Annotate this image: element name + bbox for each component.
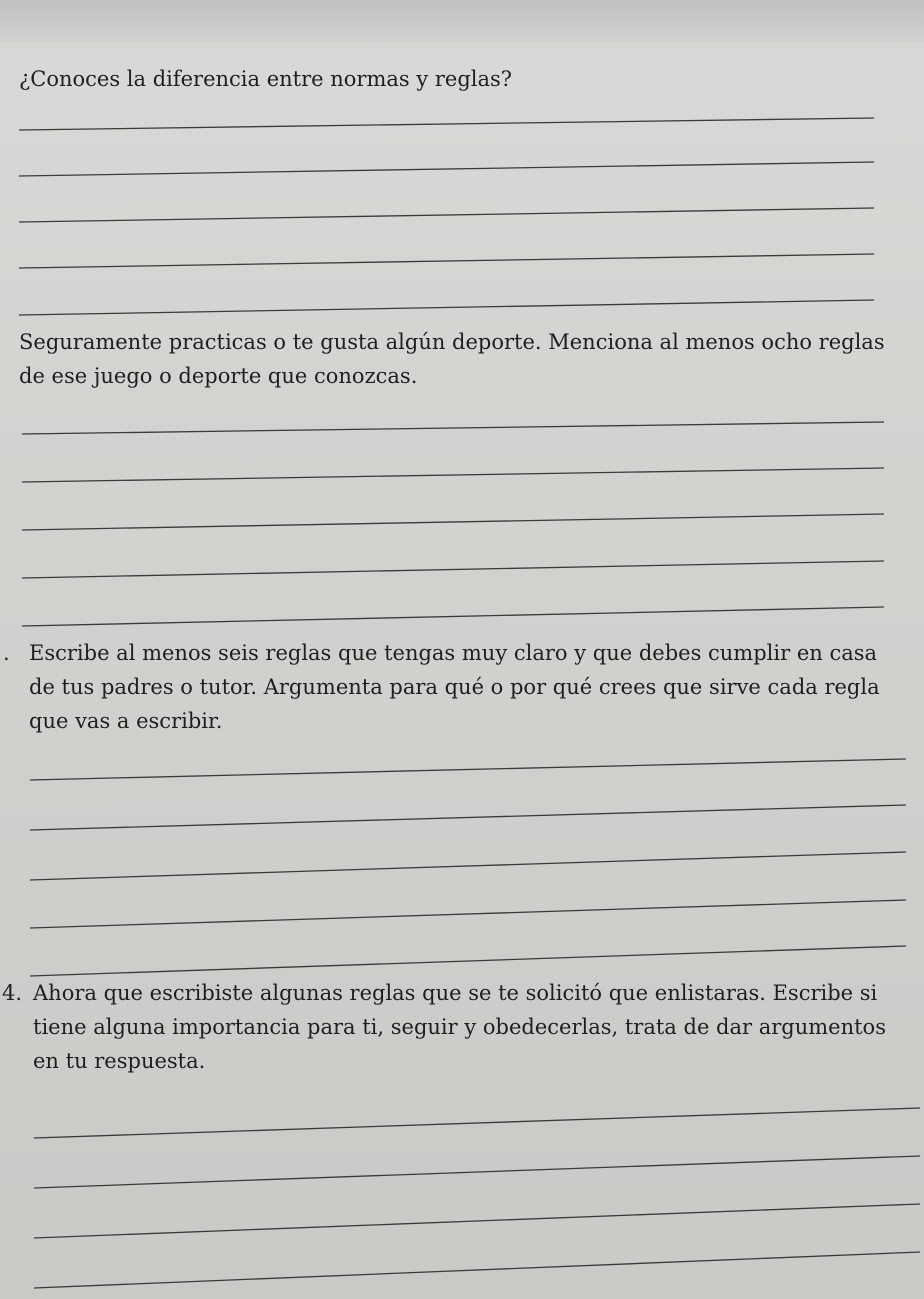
- question-3-line-1: Escribe al menos seis reglas que tengas muy claro y que debes cumplir en casa: [29, 641, 878, 665]
- answer-line[interactable]: [22, 561, 884, 578]
- question-4-line-2: tiene alguna importancia para ti, seguir y obedecerlas, trata de dar argumentos: [33, 1015, 886, 1039]
- answer-line[interactable]: [30, 946, 906, 976]
- question-2-line-2: de ese juego o deporte que conozcas.: [19, 364, 418, 388]
- answer-line[interactable]: [19, 208, 874, 222]
- answer-line[interactable]: [30, 852, 906, 880]
- answer-line[interactable]: [22, 514, 884, 530]
- answer-line[interactable]: [34, 1252, 920, 1288]
- answer-line[interactable]: [19, 300, 874, 315]
- question-4-line-1: Ahora que escribiste algunas reglas que se te solicitó que enlistaras. Escribe si: [33, 981, 878, 1005]
- question-2-line-1: Seguramente practicas o te gusta algún deporte. Menciona al menos ocho reglas: [19, 330, 885, 354]
- answer-line[interactable]: [22, 468, 884, 482]
- answer-line[interactable]: [22, 607, 884, 626]
- question-4-number: 4.: [2, 981, 23, 1005]
- answer-line[interactable]: [34, 1156, 920, 1188]
- question-3-line-3: que vas a escribir.: [29, 709, 223, 733]
- answer-line[interactable]: [19, 162, 874, 176]
- answer-line[interactable]: [30, 900, 906, 928]
- question-3-line-2: de tus padres o tutor. Argumenta para qué o por qué crees que sirve cada regla: [29, 675, 880, 699]
- answer-line[interactable]: [19, 254, 874, 268]
- question-3-number: .: [3, 641, 10, 665]
- question-4-line-3: en tu respuesta.: [33, 1049, 206, 1073]
- answer-line[interactable]: [34, 1108, 920, 1138]
- answer-line[interactable]: [34, 1204, 920, 1238]
- answer-line[interactable]: [30, 805, 906, 830]
- answer-line[interactable]: [19, 118, 874, 130]
- answer-line[interactable]: [30, 759, 906, 780]
- question-1-text: ¿Conoces la diferencia entre normas y reglas?: [19, 67, 513, 91]
- answer-line[interactable]: [22, 422, 884, 434]
